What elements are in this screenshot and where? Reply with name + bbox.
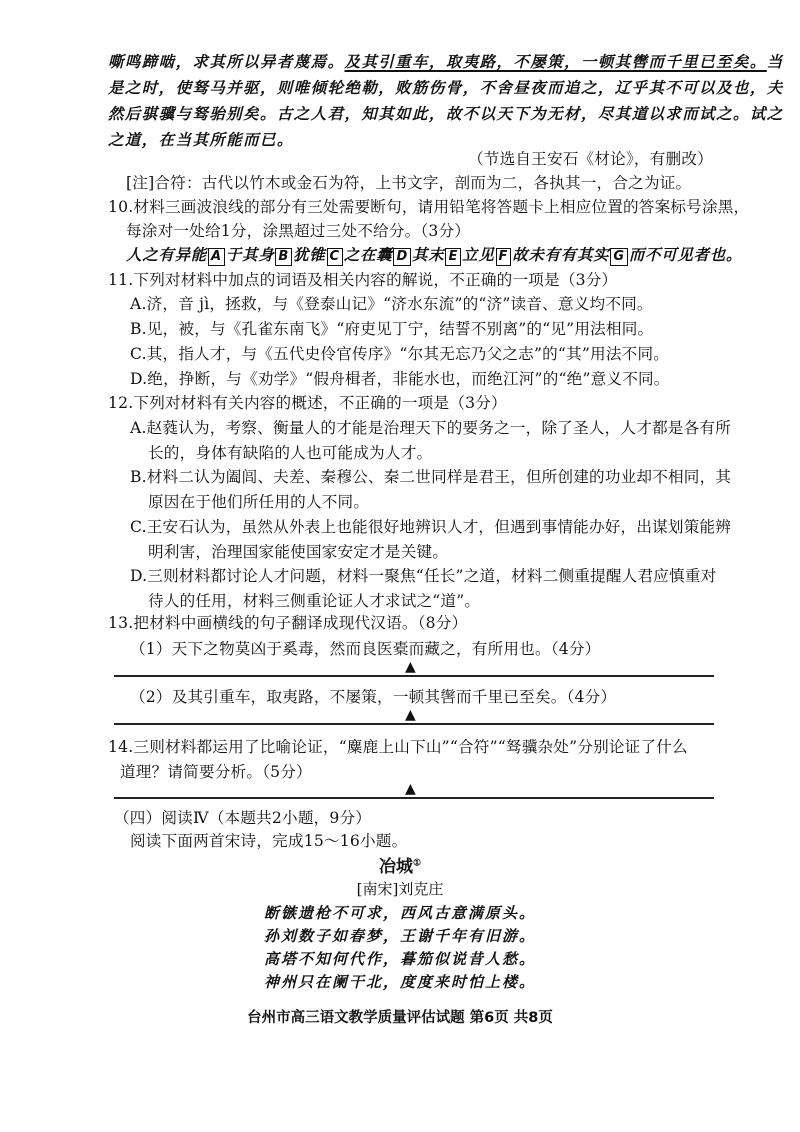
q10-sentence <box>126 245 742 266</box>
poem-line-2: 孙刘数子如春梦，王谢千年有旧游。 <box>263 927 536 945</box>
answer-marker-1: ▲ <box>405 659 416 675</box>
answer-line-1[interactable] <box>114 675 714 677</box>
q14-stem-2: 道理？请简要分析。（5分） <box>120 763 312 781</box>
q13-sentence-2: （2）及其引重车，取夷路，不屡策，一顿其辔而千里已至矣。（4分） <box>130 688 617 706</box>
q13-stem: 13.把材料中画横线的句子翻译成现代汉语。（8分） <box>108 614 468 632</box>
sentence-segment: 立见 <box>462 246 495 264</box>
q11-option-a: A.济，音 jì，拯救，与《登泰山记》“济水东流”的“济”读音、意义均不同。 <box>130 295 653 313</box>
underlined-sentence: 及其引重车，取夷路，不屡策，一顿其辔而千里已至矣。 <box>344 53 767 71</box>
sentence-segment: 而不可见者也。 <box>628 246 743 264</box>
q11-stem: 11.下列对材料中加点的词语及相关内容的解说，不正确的一项是（3分） <box>108 271 618 289</box>
poem-title <box>0 852 800 877</box>
passage-line-1 <box>108 52 784 72</box>
answer-box-c[interactable]: C <box>327 248 343 266</box>
q12-option-c-2: 明利害，治理国家能使国家安定才是关键。 <box>148 543 449 561</box>
sentence-segment: 犹锥 <box>293 246 326 264</box>
sentence-segment: 人之有异能 <box>126 246 207 264</box>
page-footer: 台州市高三语文教学质量评估试题 第6页 共8页 <box>247 1010 553 1026</box>
sentence-segment: 于其身 <box>225 246 275 264</box>
passage-source: （节选自王安石《材论》，有删改） <box>468 150 713 168</box>
q12-option-d-2: 待人的任用，材料三侧重论证人才求试之“道”。 <box>148 592 481 610</box>
q10-stem-2: 每涂对一处给1分，涂黑超过三处不给分。（3分） <box>126 222 471 240</box>
section4-instruction: 阅读下面两首宋诗，完成15～16小题。 <box>130 832 408 850</box>
poem-title-text: 冶城 <box>378 857 413 877</box>
sentence-segment: 之在囊 <box>343 246 393 264</box>
q12-option-c-1: C.王安石认为，虽然从外表上也能很好地辨识人才，但遇到事情能办好，出谋划策能辨 <box>130 518 732 536</box>
section4-title: （四）阅读Ⅳ（本题共2小题，9分） <box>114 809 372 827</box>
poem-line-1: 断镞遗枪不可求，西风古意满原头。 <box>263 904 536 922</box>
q12-stem: 12.下列对材料有关内容的概述，不正确的一项是（3分） <box>108 394 507 412</box>
passage-text: 当 <box>766 53 784 71</box>
q12-option-b-1: B.材料二认为阖闾、夫差、秦穆公、秦二世同样是君王，但所创建的功业却不相同，其 <box>130 468 732 486</box>
passage-text: 嘶鸣蹄啮，求其所以异者蔑焉。 <box>108 53 345 71</box>
poem-line-4: 神州只在阑干北，度度来时怕上楼。 <box>263 973 536 991</box>
q11-option-d: D.绝，挣断，与《劝学》“假舟楫者，非能水也，而绝江河”的“绝”意义不同。 <box>130 370 670 388</box>
poem-author: [南宋]刘克庄 <box>356 880 444 898</box>
q12-option-d-1: D.三则材料都讨论人才问题，材料一聚焦“任长”之道，材料二侧重提醒人君应慎重对 <box>130 567 717 585</box>
sentence-segment: 故未有有其实 <box>512 246 610 264</box>
answer-marker-2: ▲ <box>405 707 416 723</box>
q10-stem-1: 10.材料三画波浪线的部分有三处需要断句，请用铅笔将答题卡上相应位置的答案标号涂黑， <box>108 198 750 216</box>
answer-box-a[interactable]: A <box>208 248 225 266</box>
sentence-segment: 其末 <box>412 246 445 264</box>
q13-sentence-1: （1）天下之物莫凶于奚毒，然而良医橐而藏之，有所用也。（4分） <box>130 640 601 658</box>
q12-option-b-2: 原因在于他们所任用的人不同。 <box>148 493 370 511</box>
passage-line-2: 是之时，使驽马并驱，则唯倾轮绝勒，败筋伤骨，不舍昼夜而追之，辽乎其不可以及也，夫 <box>108 79 784 97</box>
answer-line-3[interactable] <box>114 797 714 799</box>
q11-option-c: C.其，指人才，与《五代史伶官传序》“尔其无忘乃父之志”的“其”用法不同。 <box>130 345 670 363</box>
answer-marker-3: ▲ <box>405 781 416 797</box>
annotation-note: [注]合符：古代以竹木或金石为符，上书文字，剖而为二，各执其一，合之为证。 <box>126 174 692 192</box>
answer-box-b[interactable]: B <box>275 248 292 266</box>
q12-option-a-1: A.赵蕤认为，考察、衡量人的才能是治理天下的要务之一，除了圣人，人才都是各有所 <box>130 419 731 437</box>
answer-line-2[interactable] <box>114 723 714 725</box>
poem-line-3: 高塔不知何代作，暮笳似说昔人愁。 <box>263 950 536 968</box>
answer-box-d[interactable]: D <box>393 248 411 266</box>
answer-box-f[interactable]: F <box>496 248 512 266</box>
passage-line-3: 然后骐骥与驽骀别矣。古之人君，知其如此，故不以天下为无材，尽其道以求而试之。试之 <box>108 105 784 123</box>
answer-box-g[interactable]: G <box>610 248 627 266</box>
q11-option-b: B.见，被，与《孔雀东南飞》“府吏见丁宁，结誓不别离”的“见”用法相同。 <box>130 320 654 338</box>
passage-line-4: 之道，在当其所能而已。 <box>108 131 294 149</box>
q12-option-a-2: 长的，身体有缺陷的人也可能成为人才。 <box>148 444 433 462</box>
poem-footnote-mark: ① <box>412 858 422 869</box>
answer-box-e[interactable]: E <box>445 248 461 266</box>
q14-stem-1: 14.三则材料都运用了比喻论证，“麋鹿上山下山”“合符”“驽骥杂处”分别论证了什么 <box>108 738 688 756</box>
